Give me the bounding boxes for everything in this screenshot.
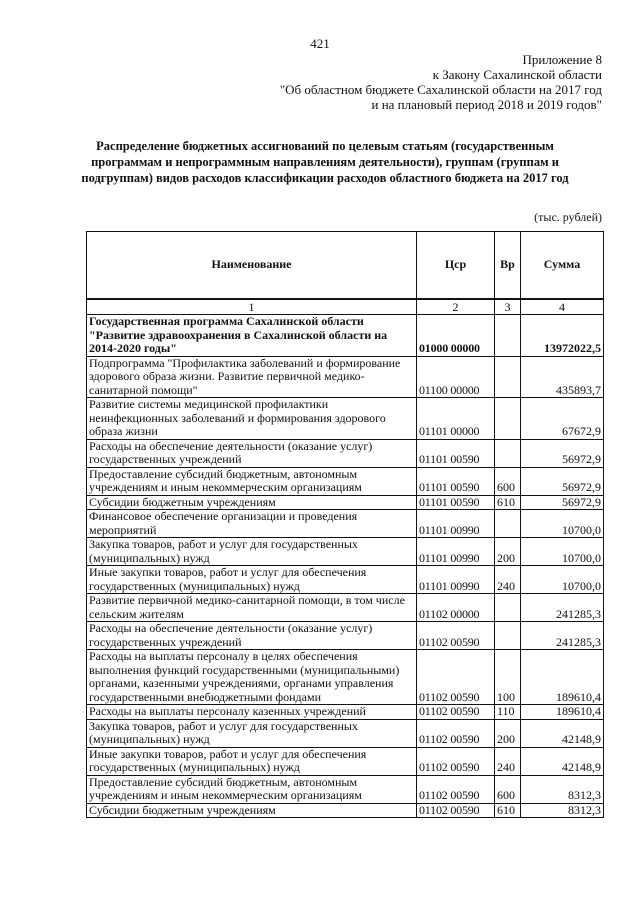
- table-row: [87, 719, 604, 747]
- row-vr: [495, 315, 521, 357]
- title-line: программам и непрограммным направлениям деятельности), группам (группам и: [91, 155, 559, 169]
- column-number: 2: [417, 299, 495, 315]
- appendix-line: Приложение 8: [522, 52, 602, 67]
- appendix-line: к Закону Сахалинской области: [432, 67, 602, 82]
- row-vr: 600: [495, 775, 521, 803]
- column-number: 4: [521, 299, 604, 315]
- row-sum: 8312,3: [521, 803, 604, 818]
- row-sum: 67672,9: [521, 398, 604, 440]
- title-line: Распределение бюджетных ассигнований по целевым статьям (государственным: [96, 139, 554, 153]
- row-sum: 10700,0: [521, 538, 604, 566]
- row-sum: 241285,3: [521, 594, 604, 622]
- units-label: (тыс. рублей): [534, 210, 602, 224]
- row-vr: [495, 439, 521, 467]
- table-row: [87, 594, 604, 622]
- row-name: Расходы на обеспечение деятельности (оказание услуг) государственных учреждений: [87, 439, 417, 467]
- row-code: 01101 00590: [417, 467, 495, 495]
- row-code: 01102 00590: [417, 705, 495, 720]
- row-sum: 10700,0: [521, 510, 604, 538]
- column-number: 3: [495, 299, 521, 315]
- table-row: [87, 622, 604, 650]
- row-name: Развитие системы медицинской профилактики неинфекционных заболеваний и формирования здорового образа жизни: [87, 398, 417, 440]
- appendix-block: [280, 52, 602, 112]
- row-sum: 56972,9: [521, 495, 604, 510]
- table-row: [87, 356, 604, 398]
- row-code: 01101 00590: [417, 495, 495, 510]
- row-vr: 240: [495, 747, 521, 775]
- table-row: [87, 315, 604, 357]
- row-sum: 56972,9: [521, 439, 604, 467]
- table-row: [87, 650, 604, 705]
- header-row: [87, 232, 604, 300]
- row-name: Закупка товаров, работ и услуг для государственных (муниципальных) нужд: [87, 719, 417, 747]
- row-vr: [495, 594, 521, 622]
- row-vr: 200: [495, 538, 521, 566]
- header-name: Наименование: [87, 232, 417, 300]
- header-code: Цср: [417, 232, 495, 300]
- budget-table: [86, 231, 604, 818]
- row-vr: 100: [495, 650, 521, 705]
- table-row: [87, 705, 604, 720]
- row-code: 01000 00000: [417, 315, 495, 357]
- table-row: [87, 467, 604, 495]
- row-name: Иные закупки товаров, работ и услуг для обеспечения государственных (муниципальных) нужд: [87, 566, 417, 594]
- row-code: 01101 00990: [417, 538, 495, 566]
- row-sum: 42148,9: [521, 747, 604, 775]
- row-vr: 610: [495, 803, 521, 818]
- row-vr: [495, 398, 521, 440]
- page-number: 421: [310, 36, 330, 51]
- row-name: Расходы на выплаты персоналу казенных учреждений: [87, 705, 417, 720]
- table-row: [87, 510, 604, 538]
- table-row: [87, 495, 604, 510]
- row-name: Расходы на выплаты персоналу в целях обеспечения выполнения функций государственными (муниципальными) органами, казенными учреждениями, органами управления государственными внебюджетными фондами: [87, 650, 417, 705]
- row-sum: 8312,3: [521, 775, 604, 803]
- row-sum: 241285,3: [521, 622, 604, 650]
- header-vr: Вр: [495, 232, 521, 300]
- row-code: 01101 00990: [417, 566, 495, 594]
- row-sum: 189610,4: [521, 705, 604, 720]
- table-row: [87, 398, 604, 440]
- table-row: [87, 803, 604, 818]
- table-row: [87, 439, 604, 467]
- appendix-line: "Об областном бюджете Сахалинской области на 2017 год: [279, 82, 602, 97]
- appendix-line: и на плановый период 2018 и 2019 годов": [371, 97, 602, 112]
- row-sum: 435893,7: [521, 356, 604, 398]
- row-code: 01102 00590: [417, 719, 495, 747]
- row-code: 01102 00590: [417, 622, 495, 650]
- row-sum: 10700,0: [521, 566, 604, 594]
- row-name: Предоставление субсидий бюджетным, автономным учреждениям и иным некоммерческим организациям: [87, 775, 417, 803]
- row-vr: [495, 622, 521, 650]
- row-name: Субсидии бюджетным учреждениям: [87, 803, 417, 818]
- row-name: Предоставление субсидий бюджетным, автономным учреждениям и иным некоммерческим организациям: [87, 467, 417, 495]
- title-line: подгруппам) видов расходов классификации расходов областного бюджета на 2017 год: [81, 171, 569, 185]
- row-code: 01102 00590: [417, 803, 495, 818]
- table-row: [87, 747, 604, 775]
- column-number-row: [87, 299, 604, 315]
- row-code: 01100 00000: [417, 356, 495, 398]
- table-row: [87, 775, 604, 803]
- row-vr: 110: [495, 705, 521, 720]
- row-name: Субсидии бюджетным учреждениям: [87, 495, 417, 510]
- row-vr: 240: [495, 566, 521, 594]
- row-sum: 56972,9: [521, 467, 604, 495]
- row-code: 01101 00590: [417, 439, 495, 467]
- row-name: Развитие первичной медико-санитарной помощи, в том числе сельским жителям: [87, 594, 417, 622]
- table-row: [87, 566, 604, 594]
- row-code: 01102 00000: [417, 594, 495, 622]
- row-name: Государственная программа Сахалинской области "Развитие здравоохранения в Сахалинской области на 2014-2020 годы": [87, 315, 417, 357]
- row-name: Иные закупки товаров, работ и услуг для обеспечения государственных (муниципальных) нужд: [87, 747, 417, 775]
- row-vr: 610: [495, 495, 521, 510]
- document-title: [40, 138, 610, 186]
- row-code: 01101 00990: [417, 510, 495, 538]
- row-code: 01101 00000: [417, 398, 495, 440]
- row-name: Финансовое обеспечение организации и проведения мероприятий: [87, 510, 417, 538]
- row-code: 01102 00590: [417, 747, 495, 775]
- row-sum: 189610,4: [521, 650, 604, 705]
- row-vr: 200: [495, 719, 521, 747]
- row-sum: 42148,9: [521, 719, 604, 747]
- row-name: Закупка товаров, работ и услуг для государственных (муниципальных) нужд: [87, 538, 417, 566]
- row-vr: 600: [495, 467, 521, 495]
- row-name: Подпрограмма "Профилактика заболеваний и формирование здорового образа жизни. Развитие первичной медико-санитарной помощи": [87, 356, 417, 398]
- row-code: 01102 00590: [417, 775, 495, 803]
- row-sum: 13972022,5: [521, 315, 604, 357]
- column-number: 1: [87, 299, 417, 315]
- row-vr: [495, 510, 521, 538]
- row-code: 01102 00590: [417, 650, 495, 705]
- header-sum: Сумма: [521, 232, 604, 300]
- row-vr: [495, 356, 521, 398]
- row-name: Расходы на обеспечение деятельности (оказание услуг) государственных учреждений: [87, 622, 417, 650]
- table-row: [87, 538, 604, 566]
